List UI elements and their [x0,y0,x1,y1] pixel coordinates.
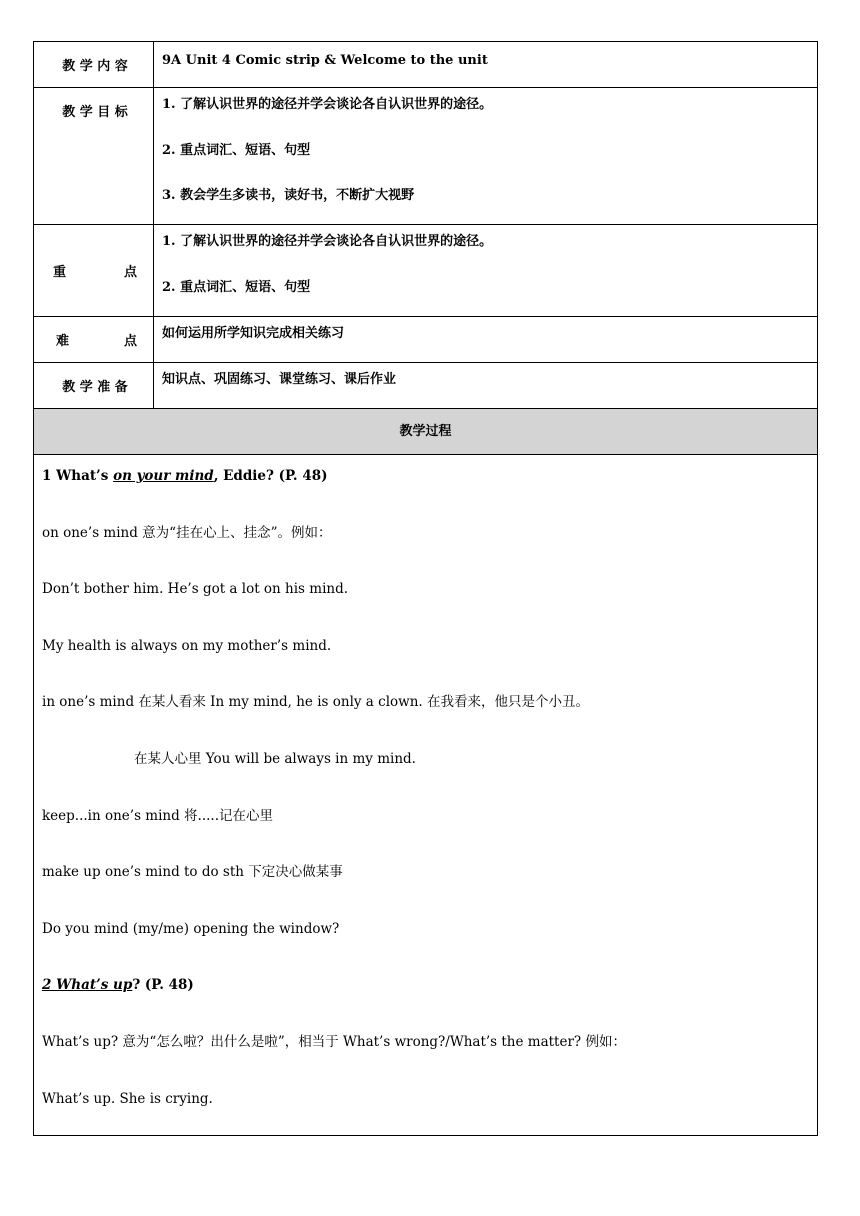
label-key-points [34,225,154,317]
paragraph: on one’s mind 意为“挂在心上、挂念”。例如： [42,524,332,541]
paragraph: Do you mind (my/me) opening the window? [42,920,340,937]
value-teaching-goals [154,88,818,225]
label-text: 教 学 准 备 [62,380,128,395]
goal-item: 1. 了解认识世界的途径并学会谈论各自认识世界的途径。 [162,97,493,112]
label-preparation [34,363,154,409]
paragraph: My health is always on my mother’s mind. [42,637,332,654]
row-preparation [34,363,818,409]
goal-item: 2. 重点词汇、短语、句型 [162,143,311,158]
label-text: 教 学 内 容 [62,59,128,74]
process-header [34,409,818,455]
value-difficult-points [154,317,818,363]
label-teaching-goals [34,88,154,225]
difficult-text: 如何运用所学知识完成相关练习 [162,326,345,341]
value-teaching-content [154,42,818,88]
value-key-points [154,225,818,317]
row-process-body [34,455,818,1136]
row-teaching-goals [34,88,818,225]
row-difficult-points [34,317,818,363]
key-point-item: 2. 重点词汇、短语、句型 [162,280,311,295]
paragraph: in one’s mind 在某人看来 In my mind, he is only a clown. 在我看来，他只是个小丑。 [42,694,589,711]
unit-title: 9A Unit 4 Comic strip & Welcome to the unit [162,53,488,68]
lesson-plan-table [33,41,818,1136]
paragraph: make up one’s mind to do sth 下定决心做某事 [42,864,343,881]
paragraph: keep...in one’s mind 将.....记在心里 [42,807,274,824]
process-title: 教学过程 [399,424,452,439]
goal-item: 3. 教会学生多读书，读好书，不断扩大视野 [162,188,415,203]
section-heading-2: 2 What’s up? (P. 48) [42,977,194,994]
label-text: 重 [53,265,67,280]
row-process-header [34,409,818,455]
paragraph: Don’t bother him. He’s got a lot on his mind. [42,581,349,598]
label-text: 点 [123,334,137,349]
label-text: 教 学 目 标 [62,105,128,120]
row-teaching-content [34,42,818,88]
paragraph: What’s up. She is crying. [42,1090,213,1107]
emphasis-phrase: on your mind [113,468,214,484]
process-body [34,455,818,1136]
key-point-item: 1. 了解认识世界的途径并学会谈论各自认识世界的途径。 [162,234,493,249]
paragraph: 在某人心里 You will be always in my mind. [134,750,416,767]
label-teaching-content [34,42,154,88]
label-text: 难 [56,334,70,349]
label-text: 点 [123,265,137,280]
preparation-text: 知识点、巩固练习、课堂练习、课后作业 [162,372,397,387]
value-preparation [154,363,818,409]
emphasis-phrase: 2 What’s up [42,977,133,994]
row-key-points [34,225,818,317]
paragraph: What’s up? 意为“怎么啦？出什么是啦”，相当于 What’s wrong?/What’s the matter? 例如： [42,1033,626,1050]
label-difficult-points [34,317,154,363]
section-heading-1: 1 What’s on your mind, Eddie? (P. 48) [42,468,328,484]
